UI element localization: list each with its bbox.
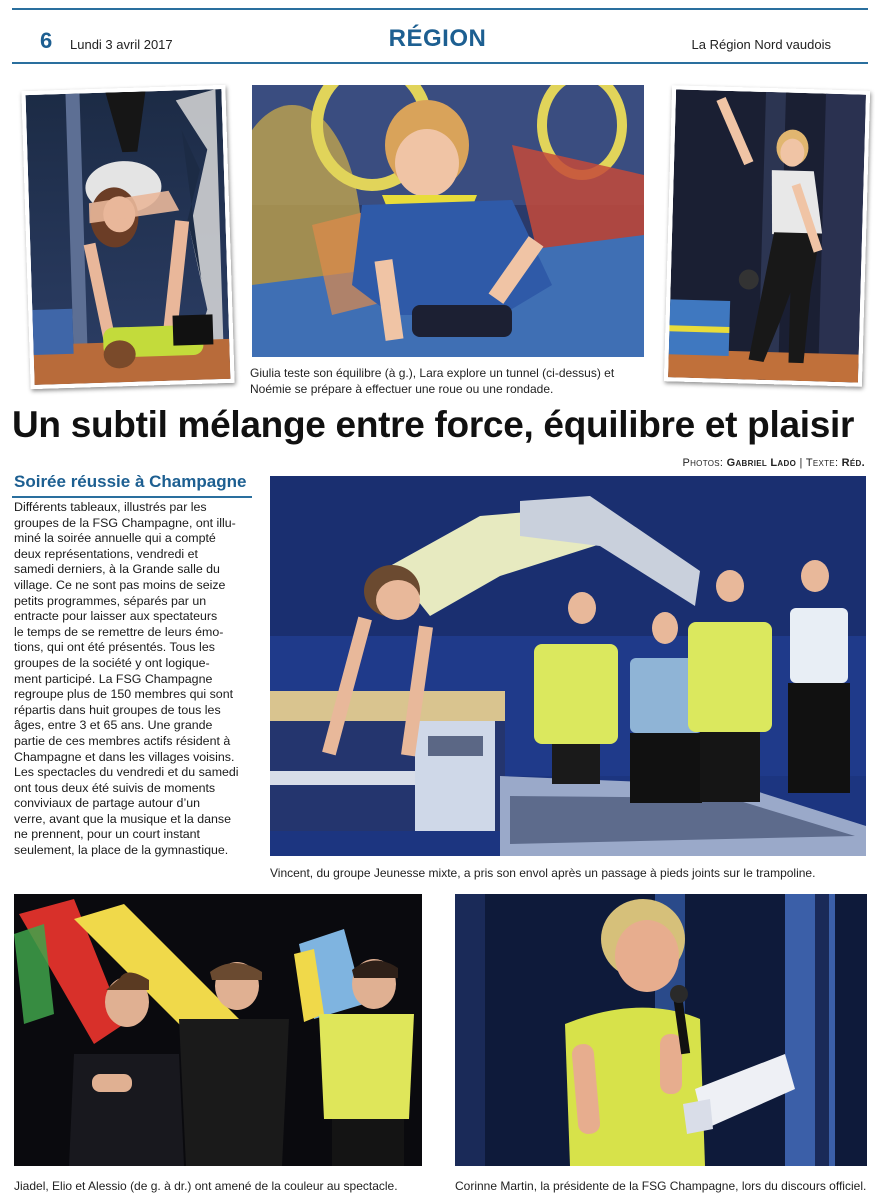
page-number: 6	[40, 28, 53, 53]
body-line: seulement, la place de la gymnastique.	[14, 843, 229, 858]
credits-author: Réd.	[841, 457, 865, 469]
photo-corinne-image	[455, 894, 867, 1166]
body-line: le temps de se remettre de leurs émo-	[14, 624, 224, 639]
body-line: petits programmes, séparés par un	[14, 593, 207, 608]
body-line: entracte pour laisser aux spectateurs	[14, 609, 218, 624]
body-line: verre, avant que la musique et la danse	[14, 811, 231, 826]
body-line: âges, entre 3 et 65 ans. Une grande	[14, 718, 213, 733]
credits-text-label: Texte:	[805, 457, 839, 469]
section-title: RÉGION	[388, 25, 487, 52]
caption-top-line: Noémie se prépare à effectuer une roue ou une rondade.	[250, 382, 554, 396]
body-line: Champagne et dans les villages voisins.	[14, 749, 235, 764]
body-line: groupes de la FSG Champagne, ont illu-	[14, 515, 236, 530]
body-line: village. Ce ne sont pas moins de seize	[14, 577, 226, 592]
photo-vincent-image	[270, 476, 866, 856]
caption-bottom-left: Jiadel, Elio et Alessio (de g. à dr.) ont amené de la couleur au spectacle.	[14, 1179, 398, 1193]
body-line: miné la soirée annuelle qui a compté	[14, 531, 216, 546]
article-body	[14, 500, 254, 859]
body-line: répartis dans huit groupes de tous les	[14, 702, 221, 717]
body-line: ne prennent, pour un court instant	[14, 827, 200, 842]
body-line: regroupe plus de 150 membres qui sont	[14, 687, 234, 702]
caption-top-line: Giulia teste son équilibre (à g.), Lara explore un tunnel (ci-dessus) et	[250, 366, 615, 380]
photo-noemie-cartwheel	[664, 85, 870, 386]
photo-vincent-trampoline	[270, 476, 866, 856]
article-subhead: Soirée réussie à Champagne	[14, 472, 247, 491]
body-line: tions, qui ont été présentés. Tous les	[14, 640, 215, 655]
top-rule	[12, 8, 868, 10]
credits-photographer: Gabriel Lado	[726, 457, 797, 469]
photo-credits	[682, 457, 865, 469]
body-line: Différents tableaux, illustrés par les	[14, 500, 207, 514]
caption-trampoline: Vincent, du groupe Jeunesse mixte, a pris son envol après un passage à pieds joints sur le trampoline.	[270, 866, 816, 880]
issue-date: Lundi 3 avril 2017	[70, 37, 173, 52]
photo-lara-image	[252, 85, 644, 357]
photo-lara-tunnel	[252, 85, 644, 357]
article-headline: Un subtil mélange entre force, équilibre et plaisir	[12, 404, 855, 445]
newspaper-name: La Région Nord vaudois	[691, 37, 831, 52]
body-line: ont tous deux été suivis de moments	[14, 780, 216, 795]
credits-separator: |	[799, 457, 803, 469]
subhead-rule	[12, 496, 252, 498]
photo-giulia-image	[25, 89, 230, 385]
photo-noemie-image	[668, 89, 866, 382]
photo-giulia-balance	[21, 85, 234, 389]
photo-jiadel-elio-alessio	[14, 894, 422, 1166]
body-line: samedi derniers, à la Grande salle du	[14, 562, 220, 577]
caption-bottom-right: Corinne Martin, la présidente de la FSG Champagne, lors du discours officiel.	[455, 1179, 867, 1193]
caption-top-photos	[250, 365, 670, 397]
credits-photos-label: Photos:	[682, 457, 724, 469]
body-line: conviviaux de partage autour d’un	[14, 796, 200, 811]
photo-kids-image	[14, 894, 422, 1166]
body-line: deux représentations, vendredi et	[14, 546, 198, 561]
photo-corinne-martin	[455, 894, 867, 1166]
body-line: ment participé. La FSG Champagne	[14, 671, 213, 686]
header-rule	[12, 62, 868, 64]
body-line: partie de ces membres actifs résident à	[14, 733, 231, 748]
body-line: groupes de la société y ont logique-	[14, 655, 210, 670]
body-line: Les spectacles du vendredi et du samedi	[14, 765, 239, 780]
